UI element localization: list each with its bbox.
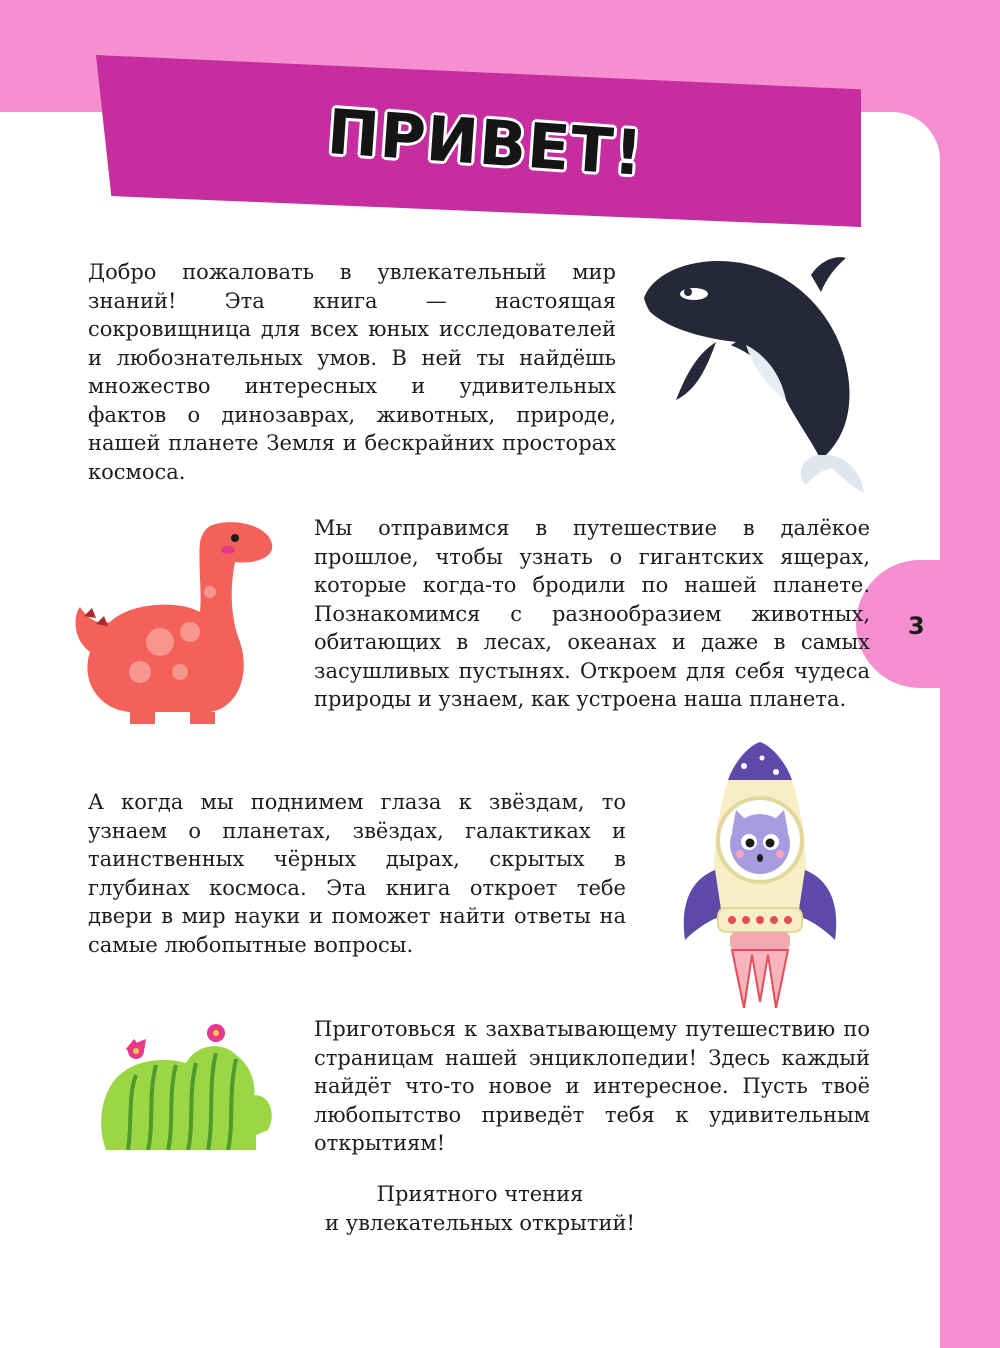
paragraph-journey: Мы отправимся в путешествие в далёкое прошлое, чтобы узнать о гигантских ящерах, которые когда-то бродили по нашей планете. Познакомимся с разнообразием животных, обитающих в лесах, океанах и даже в самых засушливых пустынях. Откроем для себя чудеса природы и узнаем, как устроена наша планета. — [314, 516, 870, 711]
page-number-tab — [856, 560, 1000, 688]
rocket-cat-illustration — [660, 740, 870, 1012]
orca-illustration — [636, 250, 876, 495]
cactus-illustration — [96, 1015, 276, 1150]
paragraph-stars: А когда мы поднимем глаза к звёздам, то узнаем о планетах, звёздах, галактиках и таинственных чёрных дырах, скрытых в глубинах космоса. Эта книга откроет тебе двери в мир науки и поможет найти ответы на самые любопытные вопросы. — [88, 790, 626, 957]
dinosaur-illustration — [70, 512, 290, 727]
closing-line-2: и увлекательных открытий! — [325, 1210, 635, 1235]
paragraph-intro: Добро пожаловать в увлекательный мир знаний! Эта книга — настоящая сокровищница для всех юных исследователей и любознательных умов. В ней ты найдёшь множество интересных и удивительных фактов о динозаврах, животных, природе, нашей планете Земля и бескрайних просторах космоса. — [88, 260, 616, 484]
paragraph-invite: Приготовься к захватывающему путешествию по страницам нашей энциклопедии! Здесь каждый найдёт что-то новое и интересное. Пусть твоё любопытство приведёт тебя к удивительным открытиям! — [314, 1017, 870, 1155]
closing-line-1: Приятного чтения — [376, 1182, 584, 1206]
page-number: 3 — [908, 612, 925, 640]
closing-text — [300, 1180, 660, 1237]
page-title: ПРИВЕТ! — [324, 95, 646, 190]
